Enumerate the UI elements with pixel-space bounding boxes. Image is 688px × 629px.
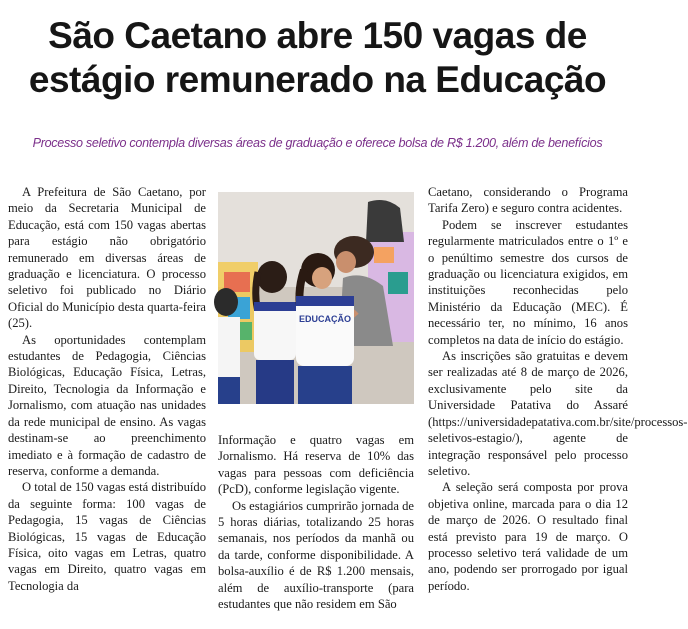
article-column-3 <box>428 184 688 594</box>
paragraph: O total de 150 vagas está distribuído da seguinte forma: 100 vagas de Pedagogia, 15 vagas de Ciências Biológicas, 15 vagas de Educação Física, oito vagas em Letras, quatro vagas em Direito, quatro vagas em Tecnologia da <box>8 480 206 593</box>
headline-line-1: São Caetano abre 150 vagas de <box>48 15 587 56</box>
paragraph: Informação e quatro vagas em Jornalismo. Há reserva de 10% das vagas para pessoas com deficiência (PcD), conforme legislação vigente. <box>218 433 414 497</box>
subheadline: Processo seletivo contempla diversas áreas de graduação e oferece bolsa de R$ 1.200, além de benefícios <box>32 136 603 150</box>
paragraph: A Prefeitura de São Caetano, por meio da Secretaria Municipal de Educação, está com 150 vagas abertas para estágio não obrigatório remunerado em diversas áreas de graduação e licenciatura. O processo seletivo foi publicado no Diário Oficial do Município desta quarta-feira (25). <box>8 185 206 331</box>
paragraph: A seleção será composta por prova objetiva online, marcada para o dia 12 de março de 2026. O resultado final está previsto para 19 de março. O processo seletivo terá validade de um ano, podendo ser prorrogado por igual período. <box>428 480 628 593</box>
shirt-text: EDUCAÇÃO <box>298 314 352 324</box>
headline <box>0 14 635 102</box>
article-photo <box>218 192 414 404</box>
headline-line-2: estágio remunerado na Educação <box>28 59 607 100</box>
paragraph: As oportunidades contemplam estudantes de Pedagogia, Ciências Biológicas, Educação Física, Letras, Direito, Tecnologia da Informação e Jornalismo, com atuação nas unidades da rede municipal de ensino. As vagas destinam-se ao preenchimento imediato e à formação de cadastro de reserva, conforme a demanda. <box>8 332 206 478</box>
paragraph: As inscrições são gratuitas e devem ser realizadas até 8 de março de 2026, exclusivamente pelo site da Universidade Patativa do Assaré (https://universidadepatativa.com.br/site/processos-seletivos-estagio/), agente de integração responsável pelo processo seletivo. <box>428 349 688 478</box>
paragraph: Caetano, considerando o Programa Tarifa Zero) e seguro contra acidentes. <box>428 185 628 216</box>
article-column-2 <box>218 432 414 612</box>
article-column-1 <box>8 184 206 594</box>
paragraph: Os estagiários cumprirão jornada de 5 horas diárias, totalizando 25 horas semanais, nos períodos da manhã ou da tarde, conforme disponibilidade. A bolsa-auxílio é de R$ 1.200 mensais, além de auxílio-transporte (para estudantes que não residem em São <box>218 498 414 612</box>
paragraph: Podem se inscrever estudantes regularmente matriculados entre o 1º e o penúltimo semestre dos cursos de graduação ou licenciatura exigidos, em instituições reconhecidas pelo Ministério da Educação (MEC). É necessário ter, no mínimo, 16 anos completos na data de início do estágio. <box>428 217 628 347</box>
